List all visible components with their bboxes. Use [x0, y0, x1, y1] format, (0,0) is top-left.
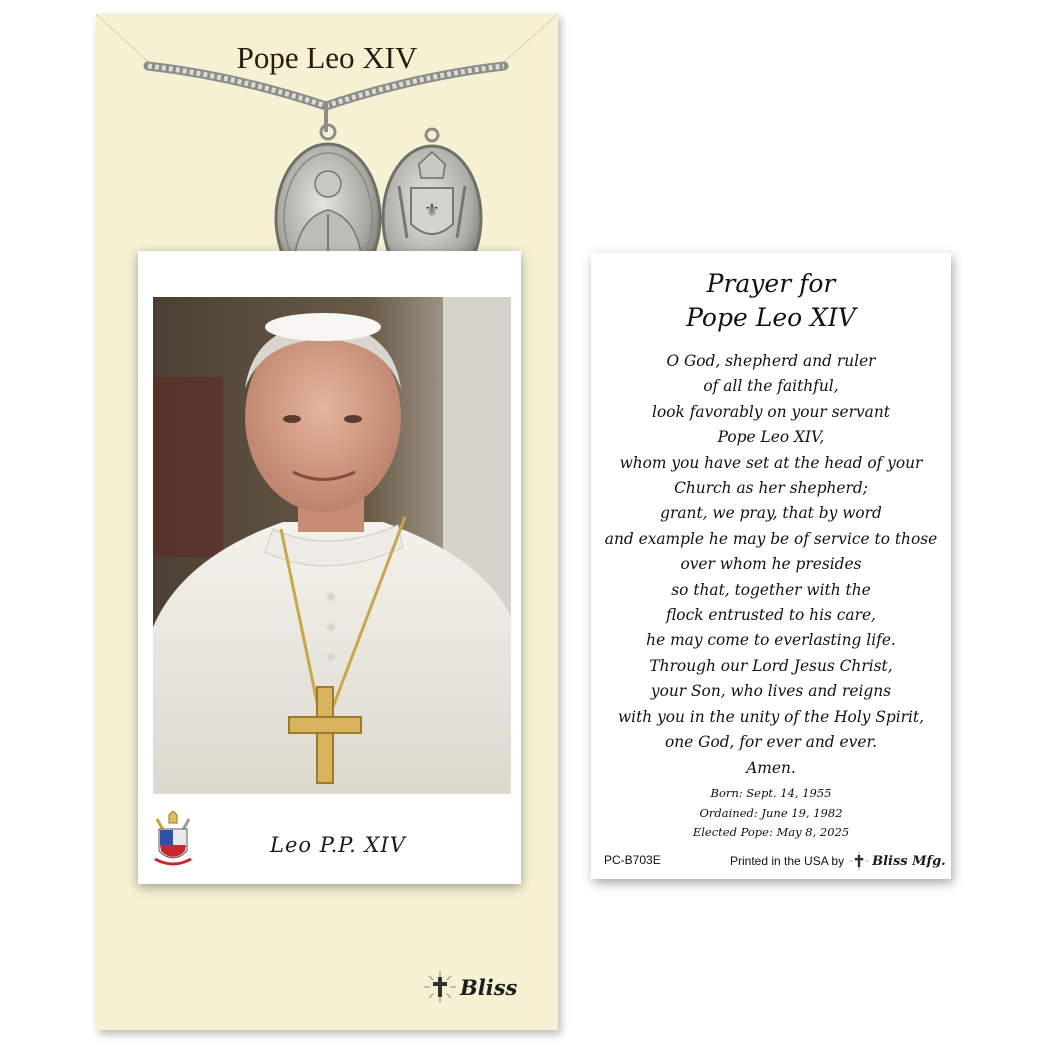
prayer-line: Pope Leo XIV,: [717, 428, 825, 447]
ordained-date: Ordained: June 19, 1982: [699, 805, 843, 820]
front-card: [96, 14, 558, 1030]
prayer-line: grant, we pray, that by word: [660, 504, 882, 523]
brand-name: Bliss Mfg.: [872, 853, 946, 869]
prayer-line: Church as her shepherd;: [674, 479, 868, 498]
prayer-line: and example he may be of service to those: [604, 529, 938, 548]
born-date: Born: Sept. 14, 1955: [710, 786, 832, 800]
prayer-line: whom you have set at the head of your: [619, 453, 923, 472]
coat-of-arms-icon: [151, 811, 195, 869]
card-title: Pope Leo XIV: [236, 40, 418, 75]
prayer-heading: [591, 267, 951, 335]
cross-icon: [848, 850, 870, 872]
prayer-card: [591, 253, 951, 879]
prayer-text: [591, 349, 951, 781]
photo-card: [138, 251, 521, 884]
prayer-line: over whom he presides: [680, 555, 862, 574]
prayer-line: with you in the unity of the Holy Spirit,: [617, 707, 925, 726]
signature: Leo P.P. XIV: [270, 833, 406, 857]
printed-by: [730, 850, 946, 872]
prayer-line: look favorably on your servant: [652, 402, 890, 421]
pope-portrait: [153, 297, 511, 794]
prayer-line: your Son, who lives and reigns: [650, 682, 892, 701]
biography-dates: [591, 784, 951, 843]
prayer-heading-line: Pope Leo XIV: [686, 303, 856, 332]
cross-icon: [422, 969, 458, 1005]
prayer-line: so that, together with the: [671, 580, 871, 599]
prayer-heading-line: Prayer for: [706, 269, 836, 298]
prayer-line: Amen.: [746, 758, 796, 777]
prayer-line: Through our Lord Jesus Christ,: [649, 656, 893, 675]
elected-date: Elected Pope: May 8, 2025: [692, 825, 850, 839]
printed-text: Printed in the USA by: [730, 854, 845, 868]
prayer-line: one God, for ever and ever.: [664, 733, 878, 752]
prayer-line: O God, shepherd and ruler: [666, 352, 876, 370]
prayer-line: flock entrusted to his care,: [666, 606, 876, 625]
product-code: PC-B703E: [604, 853, 661, 867]
svg-text:⚜: ⚜: [423, 200, 441, 221]
brand-logo: [422, 969, 517, 1005]
prayer-line: he may come to everlasting life.: [646, 631, 896, 650]
prayer-line: of all the faithful,: [703, 377, 839, 396]
brand-name: Bliss: [460, 974, 518, 1000]
